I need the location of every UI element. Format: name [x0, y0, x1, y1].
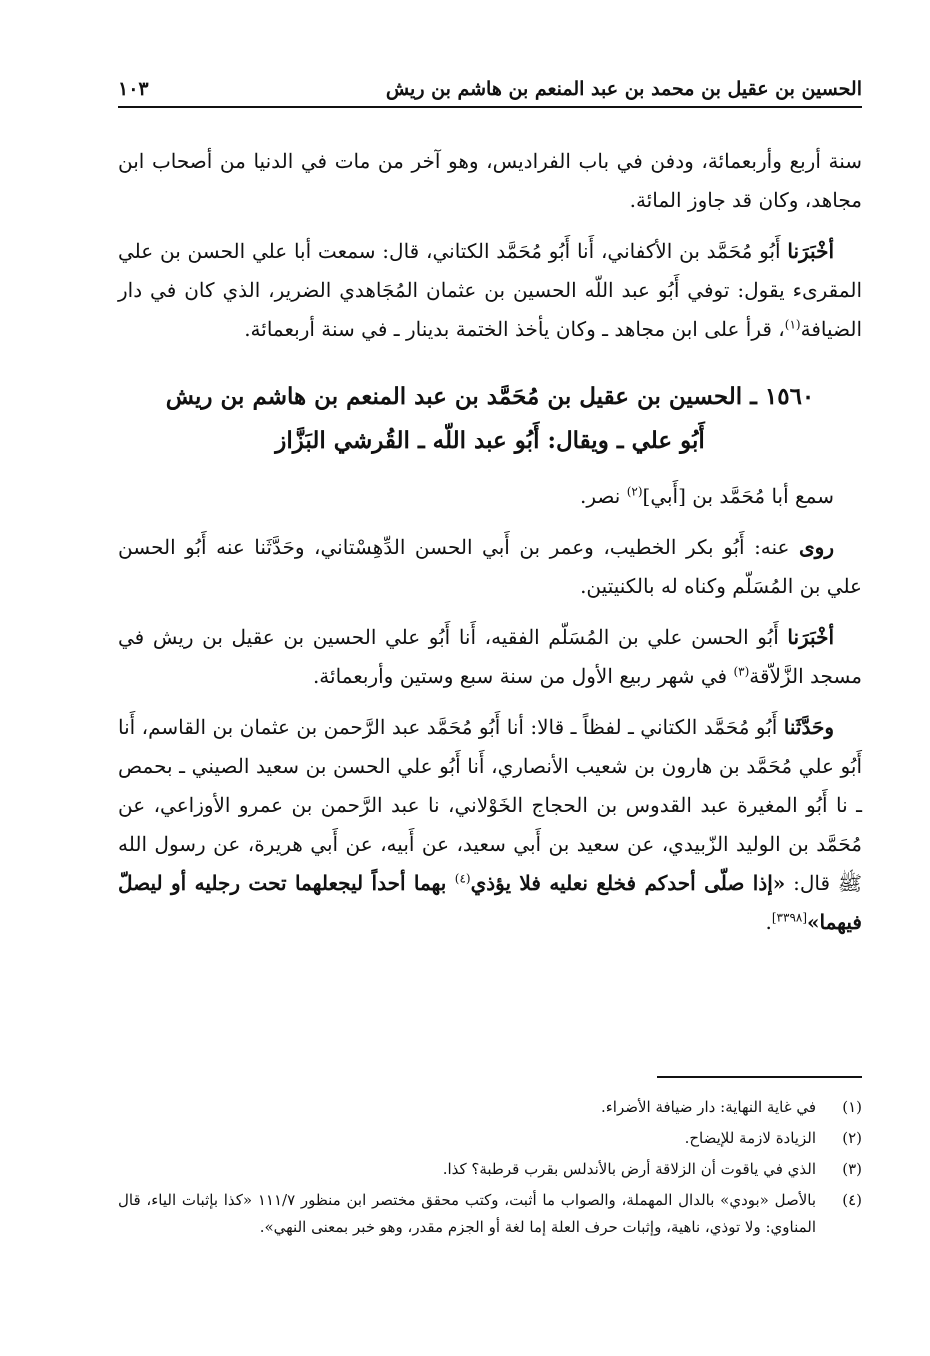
paragraph-1	[118, 142, 862, 220]
footnote-number: (٣)	[842, 1160, 862, 1178]
footnote-text: بالأصل «بودي» بالدال المهملة، والصواب ما أثبت، وكتب محقق مختصر ابن منظور ١١١/٧ «كذا بإثبات الياء، قال المناوي: ولا توذي، ناهية، وإثبات حرف العلة إما لغة أو الجزم مقدر، وهو خبر بمعنى النهي».	[118, 1191, 816, 1236]
paragraph-6-end: .	[765, 910, 772, 934]
footnote-divider	[657, 1076, 862, 1078]
running-header	[118, 72, 862, 108]
paragraph-6-keyword: وحَدَّثَنا	[783, 715, 834, 739]
paragraph-4-text: عنه: أَبُو بكر الخطيب، وعمر بن أَبي الحسن الدِّهِسْتاني، وحَدَّثَنا عنه أَبُو الحسن علي بن المُسَلّم وكناه له بالكنيتين.	[118, 535, 862, 598]
paragraph-2-keyword: أخْبَرَنا	[787, 239, 834, 263]
footnote-text: في غاية النهاية: دار ضيافة الأضراء.	[600, 1098, 816, 1116]
footnote-4	[118, 1187, 862, 1241]
paragraph-5-text-a: أَبُو الحسن علي بن المُسَلّم الفقيه، أَنا أَبُو علي الحسين بن عقيل بن ريش في مسجد الزَّلاّقة	[118, 625, 862, 688]
footnote-3	[118, 1156, 862, 1183]
footnote-1	[118, 1094, 862, 1121]
paragraph-6-text-a: أَبُو مُحَمَّد الكتاني ـ لفظاً ـ قالا: أنا أَبُو مُحَمَّد عبد الرَّحمن بن عثمان بن القاسم، أَنا أَبُو علي مُحَمَّد بن هارون بن شعيب الأنصاري، أَنا أَبُو علي الحسن بن سعيد الصيني ـ بحمص ـ نا أَبُو المغيرة عبد القدوس بن الحجاج الخَوْلاني، نا عبد الرَّحمن بن عمرو الأوزاعي، عن مُحَمَّد بن الوليد الزّبيدي، عن سعيد بن أَبي سعيد، عن أَبيه، عن أَبي هريرة، عن رسول الله ﷺ قال:	[118, 715, 862, 895]
paragraph-2-text-b: ، قرأ على ابن مجاهد ـ وكان يأخذ الختمة بدينار ـ في سنة أربعمائة.	[244, 317, 785, 341]
paragraph-4-keyword: روى	[799, 535, 834, 559]
footnote-2	[118, 1125, 862, 1152]
footnotes	[118, 1094, 862, 1245]
hadith-reference-number: [٣٣٩٨]	[771, 910, 808, 925]
entry-heading	[118, 375, 862, 463]
paragraph-5-text-b: في شهر ربيع الأول من سنة سبع وستين وأربعمائة.	[312, 664, 734, 688]
footnote-ref-1: (١)	[784, 317, 801, 332]
footnote-ref-4: (٤)	[454, 871, 471, 886]
header-title: الحسين بن عقيل بن محمد بن عبد المنعم بن هاشم بن ريش	[385, 78, 862, 100]
footnote-ref-3: (٣)	[733, 664, 750, 679]
entry-heading-line-2: أَبُو علي ـ ويقال: أَبُو عبد اللّه ـ القُرشي البَزَّاز	[275, 427, 705, 454]
paragraph-4	[118, 528, 862, 606]
page-number: ١٠٣	[118, 78, 149, 100]
main-text	[118, 142, 862, 954]
paragraph-5-keyword: أخْبَرَنا	[787, 625, 834, 649]
footnote-text: الزيادة لازمة للإيضاح.	[684, 1129, 816, 1147]
paragraph-3-text-a: سمع أبا مُحَمَّد بن [أَبي]	[642, 484, 834, 508]
footnote-text: الذي في ياقوت أن الزلاقة أرض بالأندلس بقرب قرطبة؟ كذا.	[442, 1160, 816, 1178]
paragraph-6	[118, 708, 862, 942]
paragraph-2	[118, 232, 862, 349]
footnote-ref-2: (٢)	[626, 484, 643, 499]
paragraph-3-text-b: نصر.	[580, 484, 627, 508]
paragraph-1-text: سنة أربع وأربعمائة، ودفن في باب الفراديس، وهو آخر من مات في الدنيا من أصحاب ابن مجاهد، وكان قد جاوز المائة.	[118, 149, 862, 212]
paragraph-3	[118, 477, 862, 516]
hadith-text-a: «إذا صلّى أحدكم فخلع نعليه فلا يؤذي	[470, 871, 786, 895]
paragraph-5	[118, 618, 862, 696]
entry-heading-line-1: ١٥٦٠ ـ الحسين بن عقيل بن مُحَمَّد بن عبد المنعم بن هاشم بن ريش	[165, 383, 815, 410]
hadith-text-b: بهما أحداً ليجعلهما تحت رجليه أو ليصلّ فيهما»	[118, 871, 862, 934]
footnote-number: (٤)	[842, 1191, 862, 1209]
paragraph-2-text-a: أَبُو مُحَمَّد بن الأكفاني، أَنا أَبُو مُحَمَّد الكتاني، قال: سمعت أبا علي الحسن بن علي المقرىء يقول: توفي أَبُو عبد اللّه الحسين بن عثمان المُجَاهدي الضرير، الذي كان في دار الضيافة	[118, 239, 862, 341]
footnote-number: (٢)	[842, 1129, 862, 1147]
footnote-number: (١)	[842, 1098, 862, 1116]
